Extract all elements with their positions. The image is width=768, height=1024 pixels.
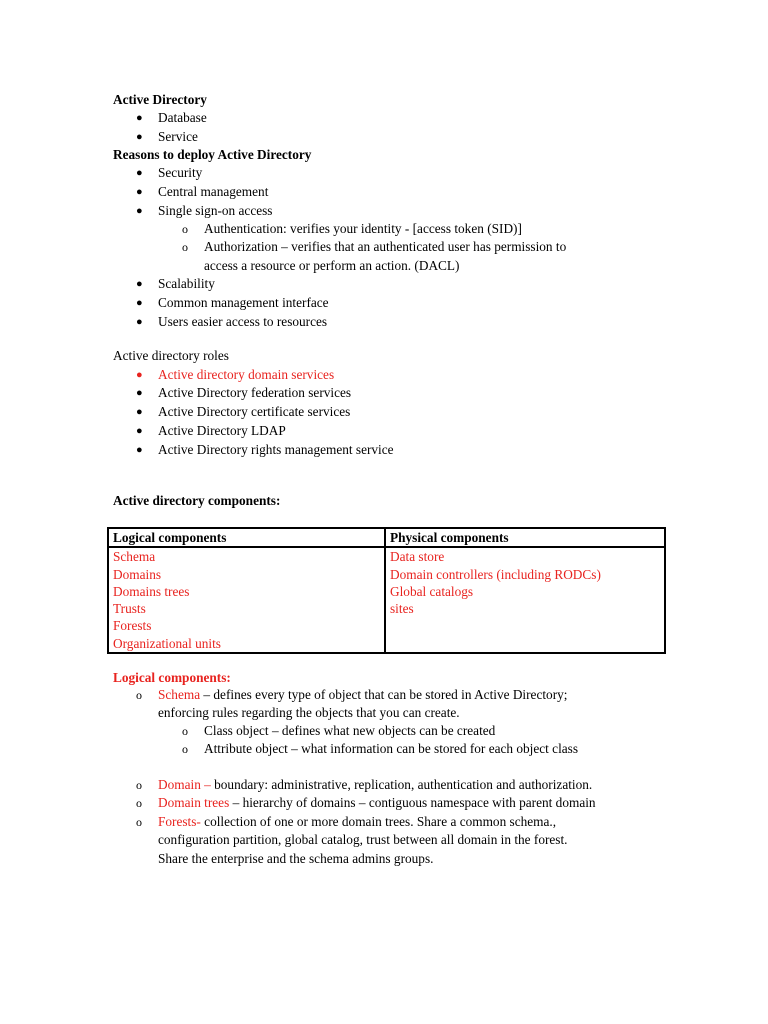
circle-marker-icon: o: [182, 724, 188, 738]
bullet-icon: ●: [136, 205, 143, 217]
heading-active-directory: Active Directory: [113, 92, 207, 107]
components-table: [107, 527, 666, 654]
list-item-text: Service: [158, 129, 198, 144]
sub-list-item-text: Authorization – verifies that an authenticated user has permission to: [204, 239, 567, 254]
list-item-text: Common management interface: [158, 295, 329, 310]
table-cell-line: Schema: [113, 549, 156, 565]
bullet-icon: ●: [136, 186, 143, 198]
table-cell-line: Organizational units: [113, 635, 221, 651]
circle-marker-icon: o: [136, 796, 142, 810]
list-item-text: Users easier access to resources: [158, 314, 328, 329]
table-header-logical: Logical components: [108, 528, 385, 547]
table-header-physical: Physical components: [385, 528, 665, 547]
sub-list-item-continuation: configuration partition, global catalog, trust between all domain in the forest.: [158, 832, 568, 847]
bullet-icon: ●: [136, 278, 143, 290]
circle-marker-icon: o: [182, 742, 188, 756]
list-item-text: Database: [158, 110, 207, 125]
table-cell-line: Domains: [113, 566, 162, 582]
circle-marker-icon: o: [136, 815, 142, 829]
sub-list-item-text: Authentication: verifies your identity - [access token (SID)]: [204, 221, 522, 236]
term-forests: Forests-: [158, 814, 201, 829]
definition-text: boundary: administrative, replication, authentication and authorization.: [210, 777, 593, 792]
sub-list-item-text: [158, 813, 556, 831]
sub-list-item-continuation: Share the enterprise and the schema admins groups.: [158, 851, 434, 866]
bullet-icon: ●: [136, 112, 143, 124]
list-item-text: Scalability: [158, 276, 215, 291]
heading-roles: Active directory roles: [113, 348, 229, 363]
heading-reasons: Reasons to deploy Active Directory: [113, 147, 312, 162]
definition-text: – hierarchy of domains – contiguous namespace with parent domain: [229, 795, 596, 810]
list-item-text: Central management: [158, 184, 269, 199]
sub-list-item-continuation: access a resource or perform an action. (DACL): [204, 258, 460, 273]
circle-marker-icon: o: [182, 222, 188, 236]
sub-list-item-text: [158, 794, 596, 812]
circle-marker-icon: o: [136, 688, 142, 702]
list-item-text: Active Directory federation services: [158, 385, 352, 400]
table-cell-line: Trusts: [113, 601, 146, 617]
table-cell-line: Data store: [390, 549, 445, 565]
table-cell-line: Forests: [113, 618, 152, 634]
bullet-icon: ●: [136, 167, 143, 179]
bullet-icon: ●: [136, 425, 143, 437]
term-schema: Schema: [158, 687, 201, 702]
physical-components-cell: [385, 547, 665, 653]
heading-logical-components: Logical components:: [113, 670, 231, 685]
bullet-icon: ●: [136, 131, 143, 143]
bullet-icon: ●: [136, 316, 143, 328]
list-item-text: Single sign-on access: [158, 203, 273, 218]
term-domain-trees: Domain trees: [158, 795, 230, 810]
sub-list-item-continuation: enforcing rules regarding the objects that you can create.: [158, 705, 460, 720]
table-cell-line: Domains trees: [113, 583, 190, 599]
term-domain: Domain –: [158, 777, 211, 792]
definition-text: collection of one or more domain trees. Share a common schema.,: [200, 814, 557, 829]
list-item-text: Active Directory rights management service: [158, 442, 394, 457]
table-header-row: [108, 528, 665, 547]
bullet-icon: ●: [136, 297, 143, 309]
circle-marker-icon: o: [136, 778, 142, 792]
sub-list-item-text: [158, 686, 567, 704]
bullet-icon: ●: [136, 387, 143, 399]
list-item-text: Security: [158, 165, 203, 180]
bullet-icon: ●: [136, 369, 143, 381]
table-row: [108, 547, 665, 653]
table-cell-line: Domain controllers (including RODCs): [390, 566, 601, 582]
bullet-icon: ●: [136, 444, 143, 456]
circle-marker-icon: o: [182, 240, 188, 254]
heading-components: Active directory components:: [113, 493, 281, 508]
sub-list-item-text: [158, 776, 592, 794]
list-item-text: Active Directory LDAP: [158, 423, 286, 438]
table-cell-line: sites: [390, 601, 414, 617]
sub-list-item-text: Class object – defines what new objects can be created: [204, 723, 496, 738]
sub-list-item-text: Attribute object – what information can be stored for each object class: [204, 741, 579, 756]
logical-components-cell: [108, 547, 385, 653]
list-item-text: Active Directory certificate services: [158, 404, 351, 419]
list-item-text: Active directory domain services: [158, 367, 335, 382]
definition-text: – defines every type of object that can be stored in Active Directory;: [200, 687, 568, 702]
table-cell-line: Global catalogs: [390, 583, 474, 599]
bullet-icon: ●: [136, 406, 143, 418]
